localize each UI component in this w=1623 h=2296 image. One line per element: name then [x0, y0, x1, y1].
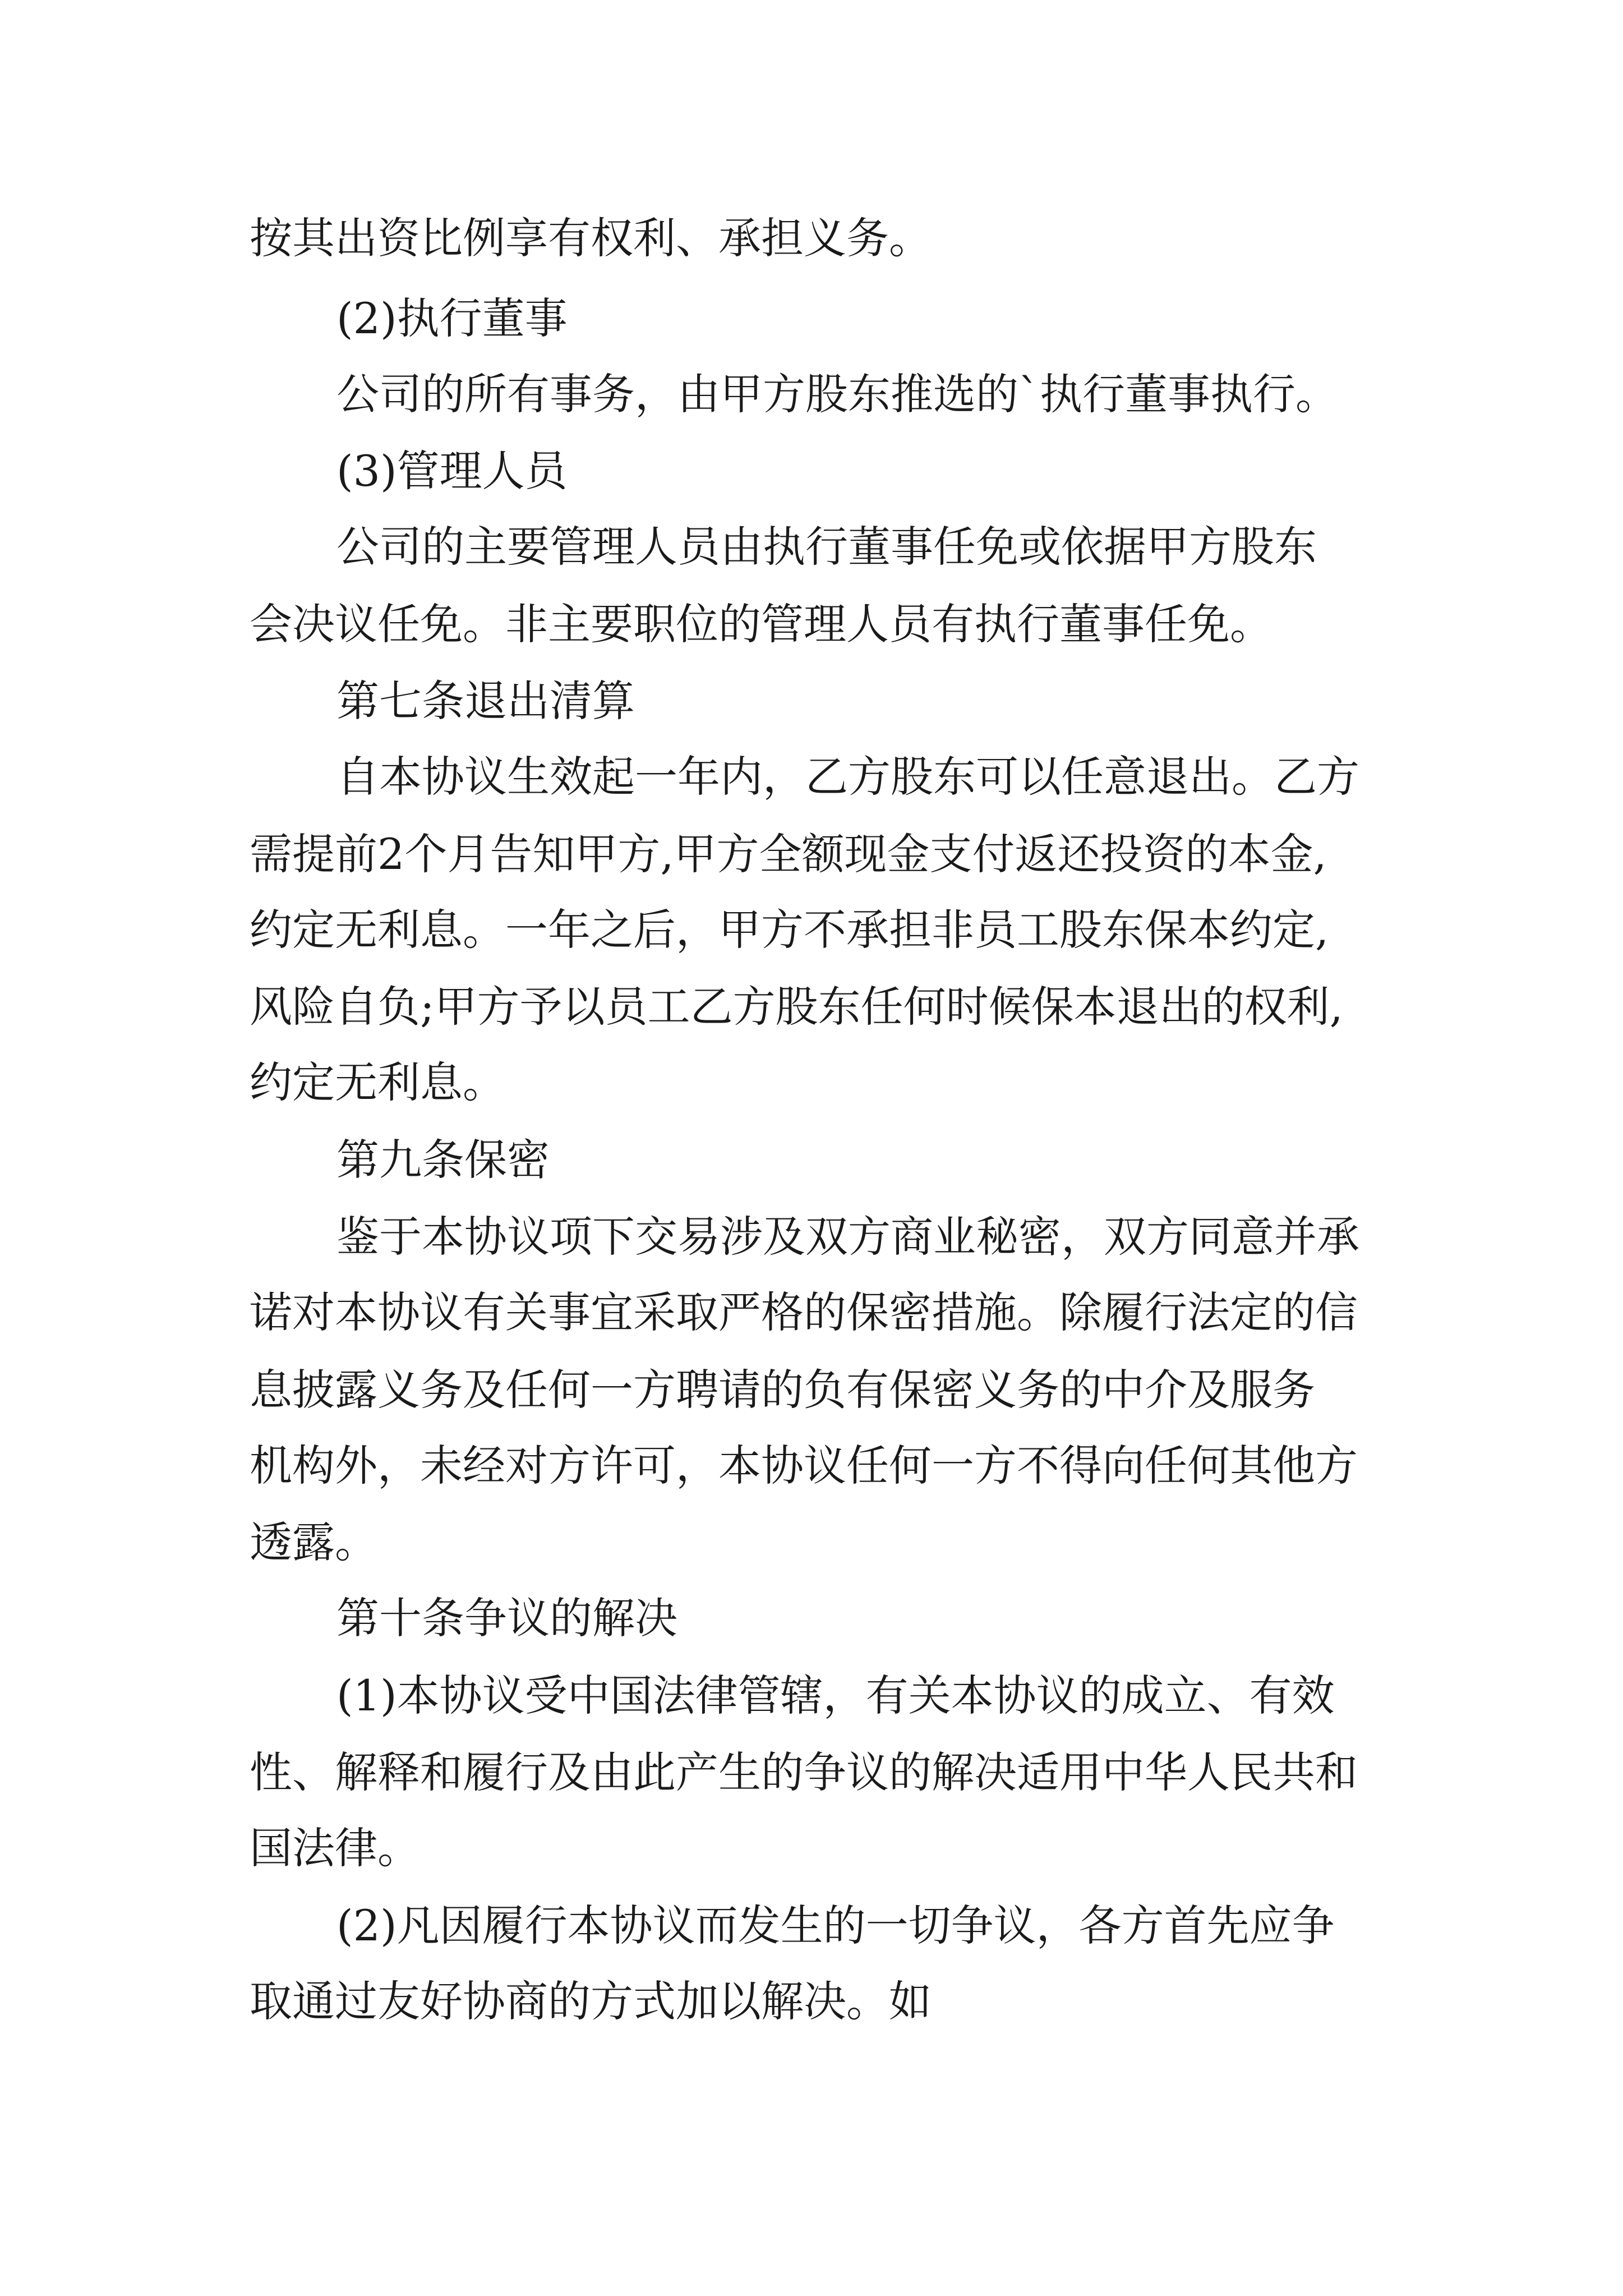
- text-line: 国法律。: [250, 1823, 420, 1873]
- text-line: 按其出资比例享有权利、承担义务。: [250, 213, 932, 263]
- text-line: 公司的主要管理人员由执行董事任免或依据甲方股东: [336, 522, 1317, 572]
- section-heading: 第九条保密: [336, 1135, 550, 1185]
- text-line: 机构外，未经对方许可，本协议任何一方不得向任何其他方: [250, 1441, 1358, 1490]
- text-line: 约定无利息。: [250, 1057, 505, 1107]
- text-line: 取通过友好协商的方式加以解决。如: [250, 1976, 932, 2026]
- text-line: 约定无利息。一年之后，甲方不承担非员工股东保本约定,: [250, 905, 1329, 955]
- subheading: (3)管理人员: [336, 446, 568, 496]
- text-line: 自本协议生效起一年内，乙方股东可以任意退出。乙方: [336, 752, 1359, 802]
- section-heading: 第七条退出清算: [336, 676, 635, 726]
- text-line: (2)凡因履行本协议而发生的一切争议，各方首先应争: [336, 1901, 1335, 1950]
- text-line: 息披露义务及任何一方聘请的负有保密义务的中介及服务: [250, 1365, 1315, 1415]
- text-line: 会决议任免。非主要职位的管理人员有执行董事任免。: [250, 599, 1272, 649]
- text-line: 透露。: [250, 1517, 377, 1567]
- text-line: 鉴于本协议项下交易涉及双方商业秘密，双方同意并承: [336, 1212, 1359, 1262]
- text-line: 性、解释和履行及由此产生的争议的解决适用中华人民共和: [250, 1747, 1358, 1797]
- text-line: 公司的所有事务，由甲方股东推选的`执行董事执行。: [336, 369, 1338, 419]
- text-line: 风险自负;甲方予以员工乙方股东任何时候保本退出的权利,: [250, 982, 1343, 1032]
- section-heading: 第十条争议的解决: [336, 1593, 677, 1643]
- text-line: 诺对本协议有关事宜采取严格的保密措施。除履行法定的信: [250, 1287, 1358, 1337]
- text-line: (1)本协议受中国法律管辖，有关本协议的成立、有效: [336, 1671, 1335, 1720]
- text-line: 需提前2个月告知甲方,甲方全额现金支付返还投资的本金,: [250, 829, 1327, 879]
- subheading: (2)执行董事: [336, 293, 568, 343]
